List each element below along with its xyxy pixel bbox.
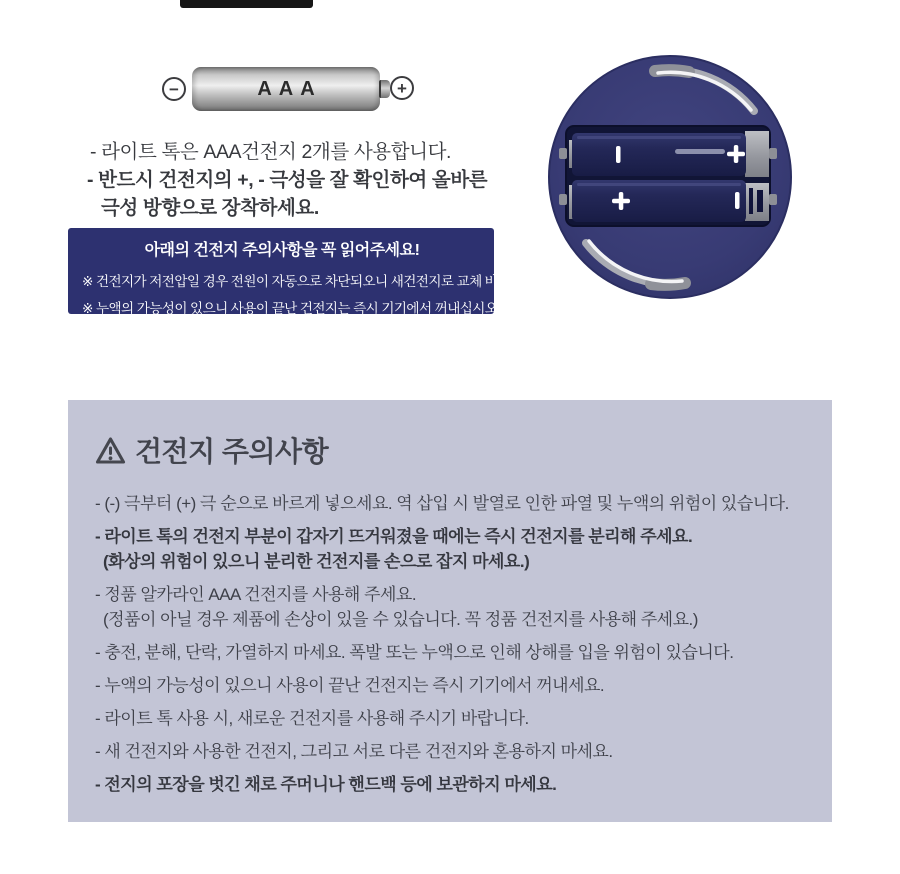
caution-item: - 새 건전지와 사용한 건전지, 그리고 서로 다른 건전지와 혼용하지 마세요. <box>95 742 613 761</box>
battery-compartment-illustration <box>545 52 795 302</box>
top-battery <box>572 133 746 176</box>
battery-size-label: AAA <box>257 77 322 100</box>
caution-item: - 라이트 톡 사용 시, 새로운 건전지를 사용해 주시기 바랍니다. <box>95 709 529 728</box>
battery-positive-terminal <box>379 80 390 98</box>
contact-plate <box>745 131 769 177</box>
caution-item: - 라이트 톡의 건전지 부분이 갑자기 뜨거워졌을 때에는 즉시 건전지를 분리해 주세요. (화상의 위험이 있으니 분리한 건전지를 손으로 잡지 마세요.) <box>95 527 693 571</box>
bottom-battery <box>572 180 746 222</box>
caution-item: - 정품 알카라인 AAA 건전지를 사용해 주세요. (정품이 아닐 경우 제품에 손상이 있을 수 있습니다. 꼭 정품 건전지를 사용해 주세요.) <box>95 585 698 629</box>
bottom-battery-minus-mark <box>735 192 740 209</box>
caution-item: - (-) 극부터 (+) 극 순으로 바르게 넣으세요. 역 삽입 시 발열로 인한 파열 및 누액의 위험이 있습니다. <box>95 494 789 513</box>
warning-icon <box>95 436 126 465</box>
battery-notice-box <box>68 228 539 316</box>
notice-title: 아래의 건전지 주의사항을 꼭 읽어주세요! <box>144 242 420 259</box>
minus-circle-icon: − <box>162 77 186 101</box>
intro-line: - 반드시 건전지의 +, - 극성을 잘 확인하여 올바른 <box>87 169 488 191</box>
intro-line: - 라이트 톡은 AAA건전지 2개를 사용합니다. <box>90 141 452 163</box>
aaa-battery-body <box>192 67 380 111</box>
compartment-svg <box>545 52 795 302</box>
caution-heading <box>95 430 812 470</box>
caution-title: 건전지 주의사항 <box>135 436 329 467</box>
caution-item: - 전지의 포장을 벗긴 채로 주머니나 핸드백 등에 보관하지 마세요. <box>95 775 557 794</box>
notice-line: ※ 누액의 가능성이 있으니 사용이 끝난 건전지는 즉시 기기에서 꺼내십시오. <box>82 301 501 316</box>
battery-caution-panel <box>68 400 832 822</box>
intro-line: 극성 방향으로 장착하세요. <box>101 197 319 219</box>
cut-off-content-above <box>180 0 313 8</box>
top-battery-minus-mark <box>616 146 621 163</box>
caution-item: - 충전, 분해, 단락, 가열하지 마세요. 폭발 또는 누액으로 인해 상해를 입을 위험이 있습니다. <box>95 643 734 662</box>
caution-item: - 누액의 가능성이 있으니 사용이 끝난 건전지는 즉시 기기에서 꺼내세요. <box>95 676 605 695</box>
plus-circle-icon: + <box>390 76 414 100</box>
notice-line: ※ 건전지가 저전압일 경우 전원이 자동으로 차단되오니 새건전지로 교체 바랍니다. <box>82 274 539 289</box>
